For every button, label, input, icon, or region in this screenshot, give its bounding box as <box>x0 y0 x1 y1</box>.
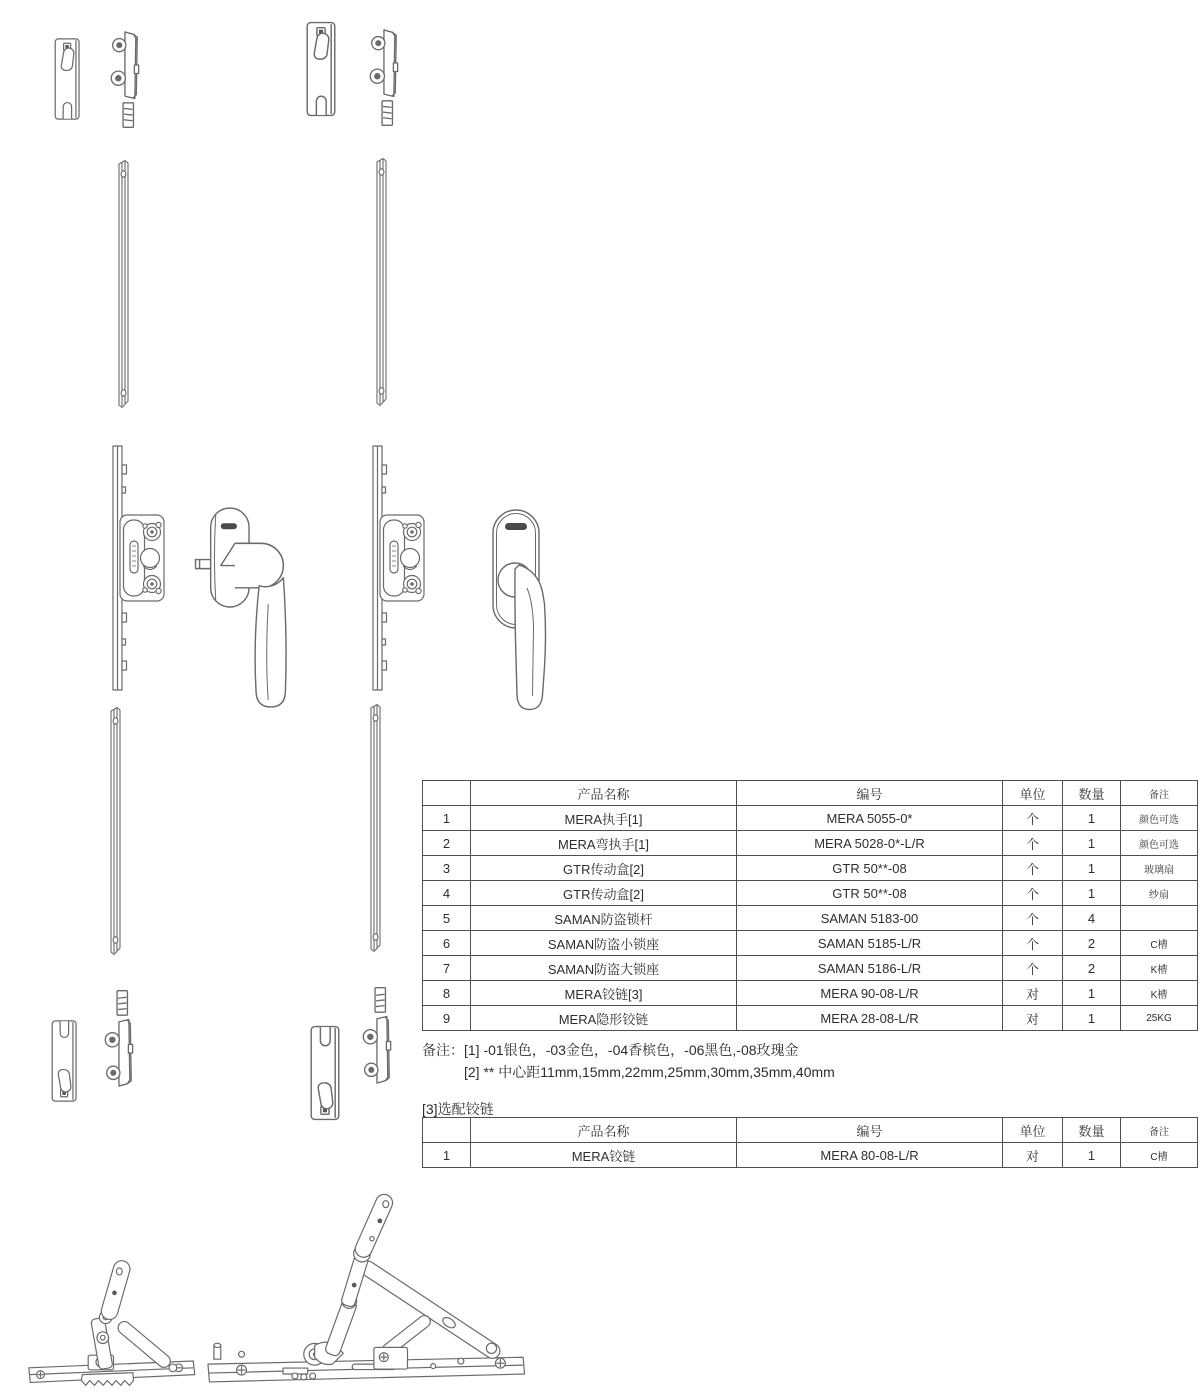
table-cell: MERA弯执手[1] <box>471 831 737 856</box>
lock-keeper-drawing-bottom-right <box>307 1024 345 1122</box>
table-cell: 个 <box>1003 906 1063 931</box>
table-cell: 1 <box>423 1143 471 1168</box>
lock-rod-drawing-3 <box>104 705 126 957</box>
notes-label: 备注： <box>422 1042 464 1058</box>
table-cell: 玻璃扇 <box>1121 856 1198 881</box>
lock-rod-drawing-4 <box>364 702 386 954</box>
table-row <box>423 1006 1198 1031</box>
table-cell: 9 <box>423 1006 471 1031</box>
lock-bolt-drawing-top-left <box>107 26 141 138</box>
table-cell: 个 <box>1003 831 1063 856</box>
column-header: 单位 <box>1003 781 1063 806</box>
table-cell: 1 <box>1063 831 1121 856</box>
table-row <box>423 881 1198 906</box>
table-cell: 对 <box>1003 981 1063 1006</box>
table-cell: MERA 80-08-L/R <box>737 1143 1003 1168</box>
table-row <box>423 981 1198 1006</box>
table-row <box>423 956 1198 981</box>
table-cell: 个 <box>1003 856 1063 881</box>
note-line-2: [2] ** 中心距11mm,15mm,22mm,25mm,30mm,35mm,40mm <box>464 1064 835 1080</box>
window-handle-side-drawing <box>194 503 296 710</box>
table-row <box>423 931 1198 956</box>
table-cell: 对 <box>1003 1143 1063 1168</box>
table-cell: MERA 90-08-L/R <box>737 981 1003 1006</box>
table-cell: GTR传动盒[2] <box>471 856 737 881</box>
table-cell: 3 <box>423 856 471 881</box>
table-cell <box>1121 906 1198 931</box>
notes <box>422 1039 835 1083</box>
table-cell: SAMAN防盗大锁座 <box>471 956 737 981</box>
table-cell: 4 <box>423 881 471 906</box>
table-cell: 6 <box>423 931 471 956</box>
table-cell: 5 <box>423 906 471 931</box>
table-cell: GTR 50**-08 <box>737 881 1003 906</box>
column-header: 单位 <box>1003 1118 1063 1143</box>
table-cell: MERA隐形铰链 <box>471 1006 737 1031</box>
optional-hinge-caption: [3]选配铰链 <box>422 1101 494 1117</box>
table-cell: 个 <box>1003 931 1063 956</box>
table-cell: K槽 <box>1121 981 1198 1006</box>
table-cell: MERA 5055-0* <box>737 806 1003 831</box>
optional-table-header-row <box>423 1118 1198 1143</box>
column-header: 备注 <box>1121 781 1198 806</box>
column-header: 产品名称 <box>471 781 737 806</box>
table-cell: SAMAN 5185-L/R <box>737 931 1003 956</box>
table-cell: 1 <box>1063 1006 1121 1031</box>
table-cell: SAMAN 5183-00 <box>737 906 1003 931</box>
table-cell: K槽 <box>1121 956 1198 981</box>
column-header <box>423 1118 471 1143</box>
column-header: 编号 <box>737 1118 1003 1143</box>
lock-keeper-drawing-top-left <box>53 34 83 124</box>
friction-hinge-small-drawing <box>27 1252 199 1398</box>
column-header <box>423 781 471 806</box>
table-cell: MERA铰链[3] <box>471 981 737 1006</box>
table-cell: 个 <box>1003 881 1063 906</box>
gearbox-drawing-1 <box>106 443 168 693</box>
parts-table-header-row <box>423 781 1198 806</box>
table-cell: GTR传动盒[2] <box>471 881 737 906</box>
column-header: 编号 <box>737 781 1003 806</box>
window-handle-front-drawing <box>486 506 550 718</box>
table-cell: 1 <box>1063 806 1121 831</box>
table-cell: 对 <box>1003 1006 1063 1031</box>
table-cell: GTR 50**-08 <box>737 856 1003 881</box>
table-row <box>423 906 1198 931</box>
table-cell: 颜色可选 <box>1121 806 1198 831</box>
table-cell: 纱扇 <box>1121 881 1198 906</box>
table-cell: 1 <box>1063 981 1121 1006</box>
table-cell: 颜色可选 <box>1121 831 1198 856</box>
table-row <box>423 1143 1198 1168</box>
table-cell: 25KG <box>1121 1006 1198 1031</box>
table-cell: 7 <box>423 956 471 981</box>
table-row <box>423 831 1198 856</box>
table-cell: 2 <box>1063 931 1121 956</box>
table-cell: 1 <box>1063 881 1121 906</box>
table-cell: 2 <box>423 831 471 856</box>
lock-keeper-drawing-bottom-left <box>50 1014 80 1108</box>
lock-bolt-drawing-bottom-left <box>101 980 135 1092</box>
table-cell: 8 <box>423 981 471 1006</box>
gearbox-drawing-2 <box>366 443 428 693</box>
column-header: 数量 <box>1063 781 1121 806</box>
table-cell: 个 <box>1003 806 1063 831</box>
lock-bolt-drawing-bottom-right <box>359 978 393 1088</box>
table-cell: C槽 <box>1121 1143 1198 1168</box>
table-cell: MERA 28-08-L/R <box>737 1006 1003 1031</box>
lock-rod-drawing-1 <box>112 158 134 410</box>
friction-hinge-large-drawing <box>204 1190 530 1398</box>
table-cell: 1 <box>1063 1143 1121 1168</box>
table-cell: MERA执手[1] <box>471 806 737 831</box>
lock-keeper-drawing-top-right <box>303 20 341 118</box>
optional-hinge-table <box>422 1117 1198 1168</box>
column-header: 数量 <box>1063 1118 1121 1143</box>
parts-table <box>422 780 1198 1031</box>
table-cell: 个 <box>1003 956 1063 981</box>
table-cell: 2 <box>1063 956 1121 981</box>
lock-bolt-drawing-top-right <box>366 26 400 134</box>
table-cell: MERA 5028-0*-L/R <box>737 831 1003 856</box>
table-cell: 4 <box>1063 906 1121 931</box>
table-cell: SAMAN 5186-L/R <box>737 956 1003 981</box>
lock-rod-drawing-2 <box>370 156 392 408</box>
column-header: 备注 <box>1121 1118 1198 1143</box>
table-cell: MERA铰链 <box>471 1143 737 1168</box>
table-row <box>423 806 1198 831</box>
table-cell: SAMAN防盗小锁座 <box>471 931 737 956</box>
note-line-1: [1] -01银色，-03金色，-04香槟色，-06黑色,-08玫瑰金 <box>464 1042 799 1058</box>
column-header: 产品名称 <box>471 1118 737 1143</box>
table-cell: 1 <box>1063 856 1121 881</box>
table-cell: C槽 <box>1121 931 1198 956</box>
table-cell: SAMAN防盗锁杆 <box>471 906 737 931</box>
table-row <box>423 856 1198 881</box>
table-cell: 1 <box>423 806 471 831</box>
